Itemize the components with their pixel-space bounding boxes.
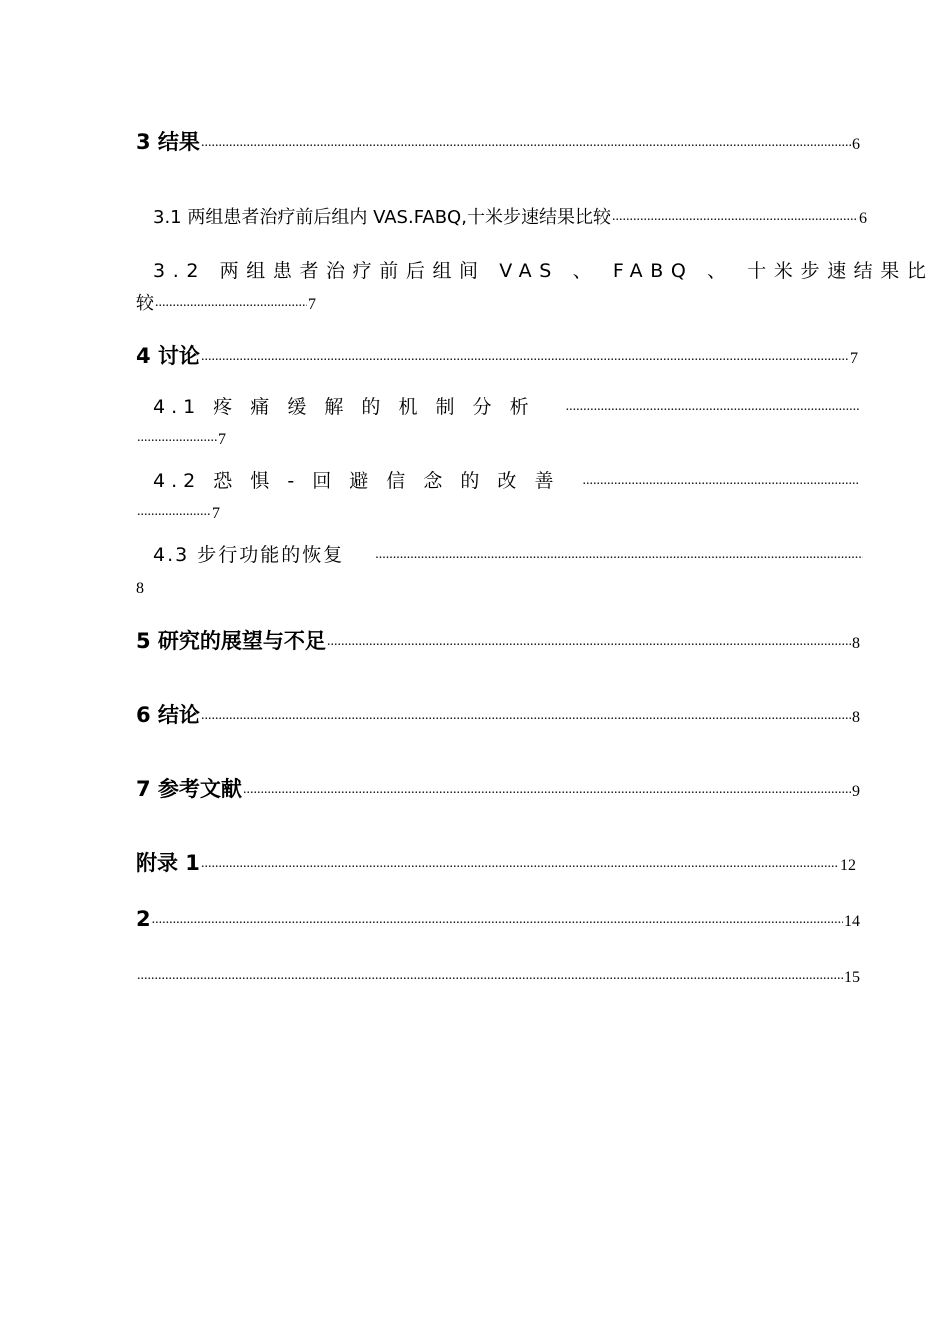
toc-page-number: 8 — [852, 709, 860, 726]
toc-title-continued: 较 — [136, 293, 154, 314]
toc-entry-2[interactable] — [136, 907, 860, 931]
toc-entry-4-1[interactable] — [136, 392, 860, 419]
toc-entry-4-3-cont — [136, 578, 860, 598]
toc-entry-appendix-1[interactable] — [136, 847, 860, 877]
toc-entry-4-2-cont — [136, 502, 860, 523]
toc-title: 3.2 两组患者治疗前后组间 VAS 、 FABQ 、 十米步速结果比 — [153, 260, 934, 282]
toc-page-number: 14 — [844, 913, 860, 930]
toc-title: 5 研究的展望与不足 — [136, 629, 326, 653]
toc-page-number: 6 — [859, 210, 867, 227]
toc-page-number: 7 — [212, 505, 220, 522]
leader-dots — [612, 207, 858, 223]
leader-dots — [375, 545, 863, 561]
leader-dots — [243, 780, 851, 796]
leader-dots — [327, 632, 851, 648]
toc-entry-3-1[interactable] — [136, 203, 867, 229]
toc-entry-4-3[interactable] — [136, 540, 864, 567]
leader-dots — [137, 428, 217, 444]
toc-title: 7 参考文献 — [136, 777, 242, 801]
toc-entry-3[interactable] — [136, 126, 860, 156]
toc-entry-6[interactable] — [136, 699, 860, 729]
toc-page-number: 7 — [850, 350, 858, 367]
toc-entry-7[interactable] — [136, 773, 860, 803]
toc-page-number: 7 — [308, 296, 316, 313]
toc-page-number: 8 — [852, 635, 860, 652]
leader-dots — [201, 347, 849, 363]
toc-entry-4[interactable] — [136, 340, 860, 370]
toc-title: 4 讨论 — [136, 344, 200, 368]
leader-dots — [566, 397, 859, 413]
toc-title: 3 结果 — [136, 130, 200, 154]
leader-dots — [201, 133, 851, 149]
leader-dots — [582, 471, 859, 487]
toc-title: 3.1 两组患者治疗前后组内 VAS.FABQ,十米步速结果比较 — [153, 207, 611, 228]
toc-title: 6 结论 — [136, 703, 200, 727]
toc-page-number: 8 — [136, 580, 144, 597]
toc-entry-5[interactable] — [136, 625, 860, 655]
leader-dots — [201, 706, 851, 722]
toc-entry-3-2-cont[interactable] — [136, 289, 860, 315]
toc-entry-4-1-cont — [136, 428, 860, 449]
toc-entry-blank[interactable] — [136, 966, 860, 987]
toc-title: 2 — [136, 907, 151, 931]
leader-dots — [155, 293, 307, 309]
toc-title: 4.1 疼 痛 缓 解 的 机 制 分 析 — [153, 396, 535, 418]
toc-page-number: 12 — [840, 857, 856, 874]
toc-title: 附录 1 — [136, 851, 200, 875]
leader-dots — [137, 502, 211, 518]
toc-page-number: 9 — [852, 783, 860, 800]
toc-page-number: 6 — [852, 136, 860, 153]
toc-entry-3-2[interactable] — [136, 256, 934, 283]
leader-dots — [201, 854, 839, 870]
toc-entry-4-2[interactable] — [136, 466, 860, 493]
toc-page-number: 15 — [844, 969, 860, 986]
toc-title: 4.2 恐 惧 - 回 避 信 念 的 改 善 — [153, 470, 560, 492]
toc-title: 4.3 步行功能的恢复 — [153, 544, 345, 566]
leader-dots — [152, 910, 843, 926]
leader-dots — [137, 966, 843, 982]
toc-page-number: 7 — [218, 431, 226, 448]
